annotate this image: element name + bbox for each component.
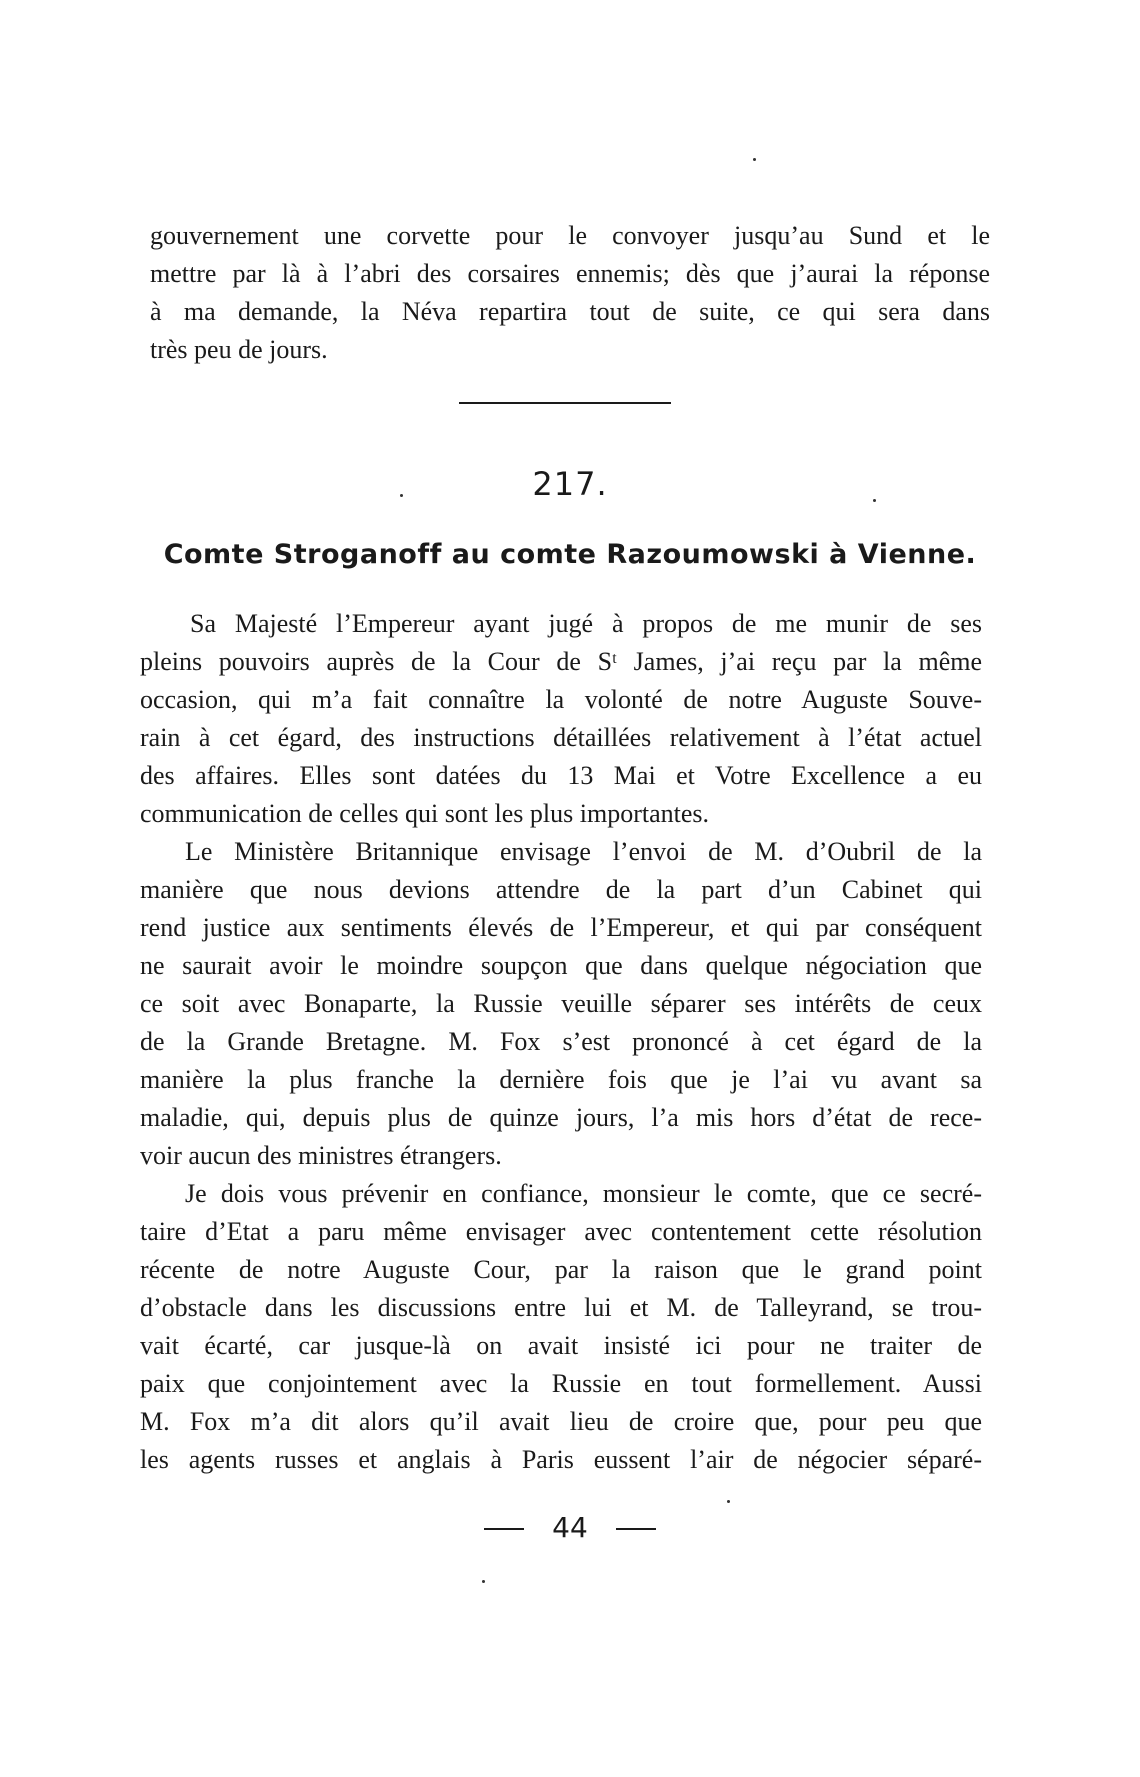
page-number xyxy=(0,1508,1140,1548)
text-line: voir aucun des ministres étrangers. xyxy=(140,1141,502,1170)
text-line: vait écarté, car jusque-là on avait insisté ici pour ne traiter de xyxy=(140,1331,982,1360)
text-line: récente de notre Auguste Cour, par la raison que le grand point xyxy=(140,1255,982,1284)
page-number-value: 44 xyxy=(552,1511,588,1544)
text-line: maladie, qui, depuis plus de quinze jours, l’a mis hors d’état de rece- xyxy=(140,1103,982,1132)
scan-speck xyxy=(482,1580,485,1583)
text-line: occasion, qui m’a fait connaître la volonté de notre Auguste Souve- xyxy=(140,685,982,714)
letter-heading: Comte Stroganoff au comte Razoumowski à Vienne. xyxy=(163,539,977,570)
scan-speck xyxy=(400,494,403,497)
text-line: ce soit avec Bonaparte, la Russie veuille séparer ses intérêts de ceux xyxy=(140,989,982,1018)
text-line: mettre par là à l’abri des corsaires ennemis; dès que j’aurai la réponse xyxy=(150,259,990,288)
scan-speck xyxy=(873,499,876,502)
text-line: très peu de jours. xyxy=(150,335,328,364)
text-line: de la Grande Bretagne. M. Fox s’est prononcé à cet égard de la xyxy=(140,1027,982,1056)
text-line: Le Ministère Britannique envisage l’envoi de M. d’Oubril de la xyxy=(185,837,982,866)
text-line: ne saurait avoir le moindre soupçon que dans quelque négociation que xyxy=(140,951,982,980)
text-line: manière que nous devions attendre de la part d’un Cabinet qui xyxy=(140,875,982,904)
text-line: Sa Majesté l’Empereur ayant jugé à propos de me munir de ses xyxy=(190,609,982,638)
text-line: communication de celles qui sont les plus importantes. xyxy=(140,799,710,828)
text-line: les agents russes et anglais à Paris eussent l’air de négocier séparé- xyxy=(140,1445,982,1474)
scan-speck xyxy=(727,1500,730,1503)
text-line: M. Fox m’a dit alors qu’il avait lieu de croire que, pour peu que xyxy=(140,1407,982,1436)
text-line: gouvernement une corvette pour le convoyer jusqu’au Sund et le xyxy=(150,221,990,250)
text-line: à ma demande, la Néva repartira tout de suite, ce qui sera dans xyxy=(150,297,990,326)
text-line: paix que conjointement avec la Russie en tout formellement. Aussi xyxy=(140,1369,982,1398)
text-line: des affaires. Elles sont datées du 13 Mai et Votre Excellence a eu xyxy=(140,761,982,790)
folio-dash-right xyxy=(616,1528,656,1530)
section-divider xyxy=(459,402,671,404)
letter-number: 217. xyxy=(532,465,608,503)
text-line: rend justice aux sentiments élevés de l’Empereur, et qui par conséquent xyxy=(140,913,982,942)
text-line: d’obstacle dans les discussions entre lui et M. de Talleyrand, se trou- xyxy=(140,1293,982,1322)
folio-dash-left xyxy=(484,1528,524,1530)
text-line: taire d’Etat a paru même envisager avec contentement cette résolution xyxy=(140,1217,982,1246)
text-line: pleins pouvoirs auprès de la Cour de Sᵗ James, j’ai reçu par la même xyxy=(140,647,982,676)
text-line: rain à cet égard, des instructions détaillées relativement à l’état actuel xyxy=(140,723,982,752)
text-line: Je dois vous prévenir en confiance, monsieur le comte, que ce secré- xyxy=(185,1179,982,1208)
scan-speck xyxy=(753,158,756,161)
text-line: manière la plus franche la dernière fois que je l’ai vu avant sa xyxy=(140,1065,982,1094)
